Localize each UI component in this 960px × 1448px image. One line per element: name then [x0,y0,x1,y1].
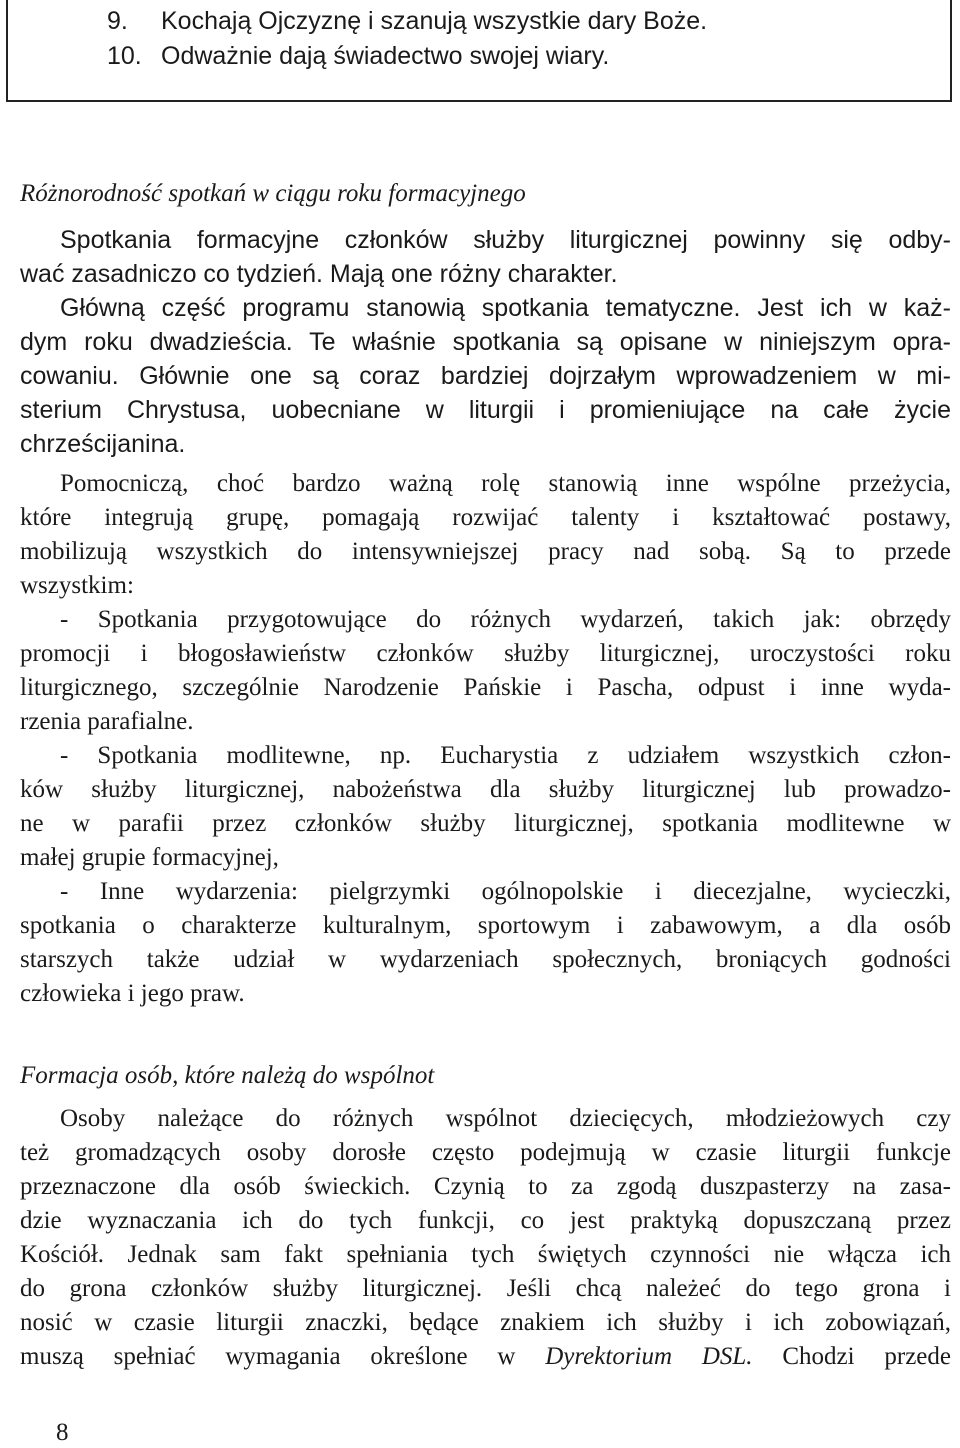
box-list-item [107,41,609,71]
text-line: wszystkim: [20,572,134,599]
text-line: ków służby liturgicznej, nabożeństwa dla służby liturgicznej lub prowadzo- [20,776,951,803]
section-heading: Formacja osób, które należą do wspólnot [20,1062,435,1089]
text-line: nosić w czasie liturgii znaczki, będące znakiem ich służby i ich zobowiązań, [20,1309,951,1336]
text-line: liturgicznego, szczególnie Narodzenie Pańskie i Pascha, odpust i inne wyda- [20,674,951,701]
paragraph-community-members [20,1102,951,1374]
text-line: rzenia parafialne. [20,708,194,735]
text-line: Pomocniczą, choć bardzo ważną rolę stanowią inne wspólne przeżycia, [60,470,951,497]
text-line: Główną część programu stanowią spotkania tematyczne. Jest ich w każ- [60,294,951,322]
text-line: małej grupie formacyjnej, [20,844,279,871]
text-line: - Spotkania modlitewne, np. Eucharystia z udziałem wszystkich człon- [60,742,951,769]
text-line: dym roku dwadzieścia. Te właśnie spotkania są opisane w niniejszym opra- [20,328,951,356]
text-line: chrześcijanina. [20,430,186,458]
text-line: promocji i błogosławieństw członków służby liturgicznej, uroczystości roku [20,640,951,667]
text-line [20,1340,951,1374]
box-item-number: 9. [107,7,128,35]
text-line: też gromadzących osoby dorosłe często podejmują w czasie liturgii funkcje [20,1139,951,1166]
text-line: spotkania o charakterze kulturalnym, sportowym i zabawowym, a dla osób [20,912,951,939]
text-line: Osoby należące do różnych wspólnot dziecięcych, młodzieżowych czy [60,1105,951,1132]
box-list-item [107,6,707,36]
text-line: sterium Chrystusa, uobecniane w liturgii i promieniujące na całe życie [20,396,951,424]
section-heading: Różnorodność spotkań w ciągu roku formacyjnego [20,180,526,207]
text-line: mobilizują wszystkich do intensywniejszej pracy nad sobą. Są to przede [20,538,951,565]
text-line: Spotkania formacyjne członków służby liturgicznej powinny się odby- [60,226,951,254]
text-line: cowaniu. Głównie one są coraz bardziej dojrzałym wprowadzeniem w mi- [20,362,951,390]
page-number: 8 [56,1419,69,1446]
paragraph-other-events [20,467,951,1011]
text-fragment: Chodzi przede [752,1343,951,1370]
box-item-text: Odważnie dają świadectwo swojej wiary. [161,42,610,70]
text-line: przeznaczone dla osób świeckich. Czynią to za zgodą duszpasterzy na zasa- [20,1173,951,1200]
text-line: które integrują grupę, pomagają rozwijać talenty i kształtować postawy, [20,504,951,531]
text-line: ne w parafii przez członków służby liturgicznej, spotkania modlitewne w [20,810,951,837]
text-line: dzie wyznaczania ich do tych funkcji, co jest praktyką dopuszczaną przez [20,1207,951,1234]
document-title-italic: Dyrektorium DSL. [545,1343,753,1370]
text-line: - Spotkania przygotowujące do różnych wydarzeń, takich jak: obrzędy [60,606,951,633]
box-item-number: 10. [107,42,142,70]
text-line: wać zasadniczo co tydzień. Mają one różny charakter. [20,260,618,288]
text-line: Kościół. Jednak sam fakt spełniania tych świętych czynności nie włącza ich [20,1241,951,1268]
box-item-text: Kochają Ojczyznę i szanują wszystkie dary Boże. [161,7,708,35]
paragraph-formation-meetings [20,223,951,461]
text-line: - Inne wydarzenia: pielgrzymki ogólnopolskie i diecezjalne, wycieczki, [60,878,951,905]
text-line: starszych także udział w wydarzeniach społecznych, broniących godności [20,946,951,973]
text-fragment: muszą spełniać wymagania określone w [20,1343,546,1370]
text-line: człowieka i jego praw. [20,980,245,1007]
text-line: do grona członków służby liturgicznej. Jeśli chcą należeć do tego grona i [20,1275,951,1302]
